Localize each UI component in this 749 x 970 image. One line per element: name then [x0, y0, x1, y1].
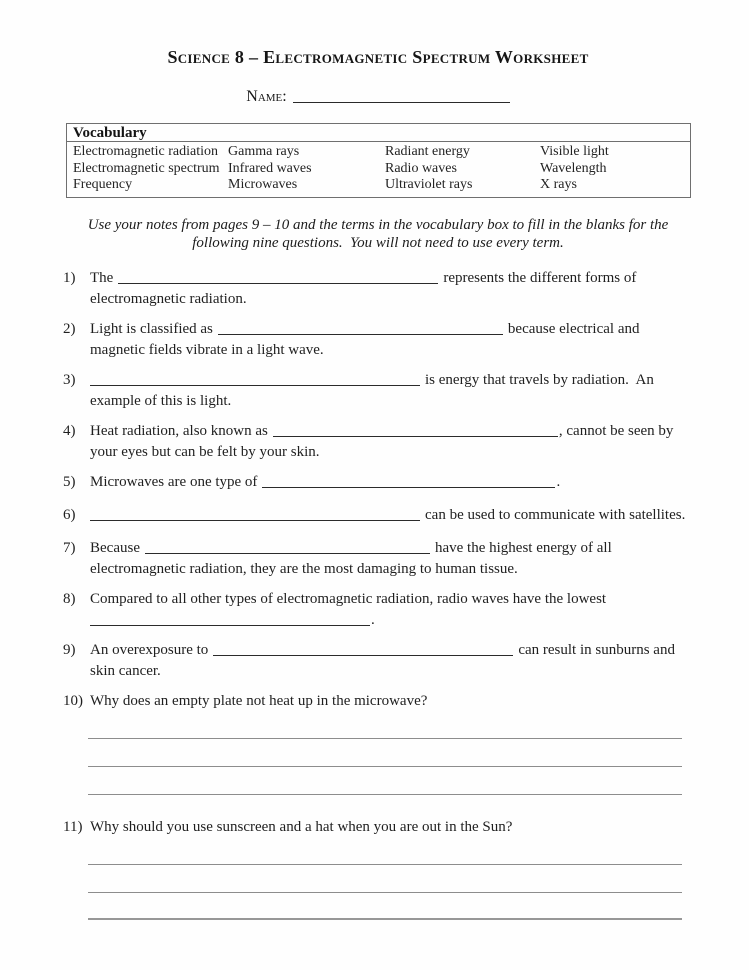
question-number: 1) [63, 269, 76, 286]
question-text [90, 817, 693, 838]
question-pre-text: Because [90, 539, 140, 556]
fill-in-blank [213, 643, 513, 656]
question-1 [63, 268, 693, 310]
question-number: 7) [63, 539, 76, 556]
fill-in-blank [90, 373, 420, 386]
question-text [90, 589, 693, 631]
question-pre-text: Compared to all other types of electromagnetic radiation, radio waves have the lowest [90, 590, 607, 607]
instructions [63, 216, 693, 252]
question-2 [63, 319, 693, 361]
question-prompt: Why should you use sunscreen and a hat when you are out in the Sun? [90, 818, 513, 835]
question-11-answer-lines [63, 864, 693, 920]
question-line-2-end: . [371, 611, 375, 628]
vocab-term: Gamma rays [228, 144, 300, 159]
answer-writing-line [88, 918, 682, 920]
question-6 [63, 505, 693, 526]
vocab-term: Microwaves [228, 177, 298, 192]
question-7 [63, 538, 693, 580]
vocabulary-box [66, 123, 691, 198]
question-4 [63, 421, 693, 463]
question-number: 11) [63, 818, 83, 835]
vocab-term: Electromagnetic radiation [73, 144, 218, 159]
fill-in-blank [90, 613, 370, 626]
question-5 [63, 472, 693, 493]
question-11 [63, 817, 693, 838]
question-pre-text: Microwaves are one type of [90, 473, 258, 490]
question-line-2: skin cancer. [90, 662, 161, 679]
question-3 [63, 370, 693, 412]
page-title: Science 8 – Electromagnetic Spectrum Worksheet [167, 47, 589, 67]
question-text [90, 472, 693, 493]
fill-in-blank [273, 424, 558, 437]
question-line-2: your eyes but can be felt by your skin. [90, 443, 320, 460]
question-number: 9) [63, 641, 76, 658]
question-post-text: can be used to communicate with satellites. [425, 506, 686, 523]
question-text [90, 421, 693, 463]
fill-in-blank [145, 541, 430, 554]
answer-writing-line [88, 864, 682, 865]
question-number: 6) [63, 506, 76, 523]
question-text [90, 691, 693, 712]
vocab-term: Infrared waves [228, 160, 312, 176]
fill-in-blank [218, 322, 503, 335]
question-prompt: Why does an empty plate not heat up in the microwave? [90, 692, 428, 709]
answer-writing-line [88, 892, 682, 893]
question-text [90, 640, 693, 682]
question-post-text: represents the different forms of [443, 269, 637, 286]
question-post-text: can result in sunburns and [518, 641, 675, 658]
question-text [90, 268, 693, 310]
vocab-term: Electromagnetic spectrum [73, 160, 220, 176]
fill-in-blank [262, 475, 555, 488]
question-text [90, 538, 693, 580]
question-pre-text: Light is classified as [90, 320, 213, 337]
vocab-term: Radiant energy [385, 144, 470, 159]
question-number: 5) [63, 473, 76, 490]
name-row [63, 87, 693, 107]
name-blank-line [293, 90, 510, 103]
question-10 [63, 691, 693, 712]
question-line-2: electromagnetic radiation, they are the most damaging to human tissue. [90, 560, 518, 577]
question-text [90, 505, 693, 526]
question-number: 4) [63, 422, 76, 439]
fill-in-blank [90, 508, 420, 521]
question-post-text: , cannot be seen by [558, 422, 674, 439]
question-text [90, 370, 693, 412]
question-post-text: . [556, 473, 561, 490]
question-pre-text: The [90, 269, 114, 286]
vocab-term: Wavelength [540, 160, 607, 176]
answer-writing-line [88, 766, 682, 767]
question-pre-text: Heat radiation, also known as [90, 422, 268, 439]
question-10-answer-lines [63, 738, 693, 795]
question-post-text: is energy that travels by radiation. An [425, 371, 654, 388]
vocab-term: Frequency [73, 177, 133, 192]
question-line-2 [90, 610, 693, 631]
question-post-text: have the highest energy of all [434, 539, 612, 556]
vocabulary-terms [67, 142, 690, 197]
question-line-2: example of this is light. [90, 392, 232, 409]
question-text [90, 319, 693, 361]
answer-writing-line [88, 794, 682, 795]
question-pre-text: An overexposure to [90, 641, 209, 658]
vocabulary-header: Vocabulary [67, 124, 690, 142]
question-8 [63, 589, 693, 631]
vocab-term: X rays [540, 177, 577, 192]
question-line-2: electromagnetic radiation. [90, 290, 247, 307]
fill-in-blank [118, 271, 438, 284]
question-number: 8) [63, 590, 76, 607]
question-number: 10) [63, 692, 83, 709]
question-line-2: magnetic fields vibrate in a light wave. [90, 341, 324, 358]
name-label: Name: [246, 88, 287, 105]
instructions-line-1: Use your notes from pages 9 – 10 and the terms in the vocabulary box to fill in the blanks for the [87, 216, 669, 233]
question-number: 3) [63, 371, 76, 388]
instructions-line-2: following nine questions. You will not need to use every term. [192, 234, 564, 251]
vocab-term: Visible light [540, 144, 609, 159]
question-9 [63, 640, 693, 682]
answer-writing-line [88, 738, 682, 739]
vocab-term: Radio waves [385, 160, 457, 176]
question-post-text: because electrical and [507, 320, 640, 337]
vocab-term: Ultraviolet rays [385, 177, 473, 192]
question-number: 2) [63, 320, 76, 337]
